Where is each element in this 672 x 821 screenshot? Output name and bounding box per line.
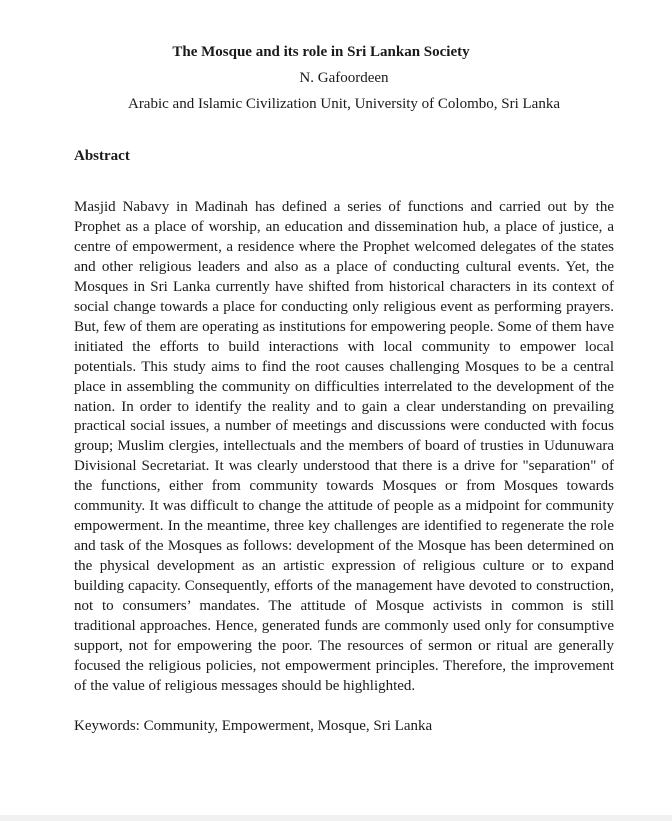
page-bottom-edge (0, 815, 672, 821)
author-name: N. Gafoordeen (299, 70, 389, 86)
author-affiliation: Arabic and Islamic Civilization Unit, University of Colombo, Sri Lanka (127, 96, 560, 112)
abstract-heading: Abstract (74, 148, 130, 164)
keywords-line: Keywords: Community, Empowerment, Mosque, Sri Lanka (74, 718, 433, 734)
paper-title: The Mosque and its role in Sri Lankan Society (172, 44, 470, 60)
abstract-body: Masjid Nabavy in Madinah has defined a series of functions and carried out by the Prophet as a place of worship, an education and dissemination hub, a place of justice, a centre of empowerment, a residence where the Prophet welcomed delegates of the states and other religious leaders and also as a place of conducting cultural events. Yet, the Mosques in Sri Lanka currently have shifted from historical characters in its context of social change towards a place for conducting only religious event as performing prayers. But, few of them are operating as institutions for empowering people. Some of them have initiated the efforts to build interactions with local community to empower local potentials. This study aims to find the root causes challenging Mosques to be a central place in assembling the community on difficulties interrelated to the development of the nation. In order to identify the reality and to gain a clear understanding on prevailing practical social issues, a number of meetings and discussions were conducted with focus group; Muslim clergies, intellectuals and the members of board of trusties in Udunuwara Divisional Secretariat. It was clearly understood that there is a drive for "separation" of the functions, either from community towards Mosques or from Mosques towards community. It was difficult to change the attitude of people as a midpoint for community empowerment. In the meantime, three key challenges are identified to regenerate the role and task of the Mosques as follows: development of the Mosque has been determined on the physical development as an artistic expression of religious culture or to expand building capacity. Consequently, efforts of the management have devoted to construction, not to consumers’ mandates. The attitude of Mosque activists in common is still traditional approaches. Hence, generated funds are commonly used only for consumptive support, not for empowering the poor. The resources of sermon or ritual are generally focused the religious policies, not empowerment principles. Therefore, the improvement of the value of religious messages should be highlighted. (74, 199, 614, 694)
